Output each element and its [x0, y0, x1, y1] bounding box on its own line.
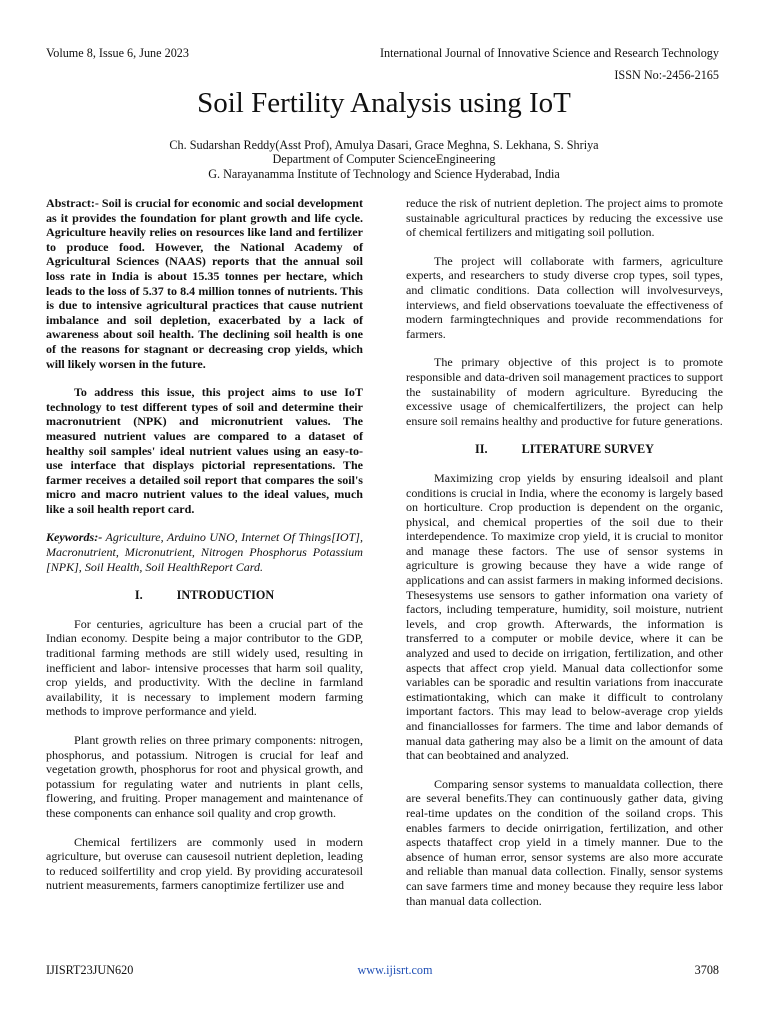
section-heading-literature-survey — [406, 442, 723, 457]
intro-paragraph-4: The project will collaborate with farmers, agriculture experts, and researchers to study diverse crop types, soil types, and climatic conditions. Data collection will involvesurveys, interviews, and field observations toevaluate the effectiveness of modern farmingtechniques and provide recommendations for farmers. — [406, 253, 723, 341]
keywords — [46, 530, 363, 574]
abstract-paragraph-1: Abstract:- Soil is crucial for economic and social development as it provides the foundation for plant growth and life cycle. Agriculture heavily relies on resources like land and fertilizer to produce food. However, the National Academy of Agricultural Sciences (NAAS) reports that the annual soil loss rate in India is about 15.35 tonnes per hectare, which leads to the loss of 5.37 to 8.4 million tonnes of nutrients. This is due to intensive agricultural practices that cause nutrient imbalance and soil depletion, exacerbated by a lack of awareness about soil health. The declining soil health is one of the reasons for stagnant or decreasing crop yields, which will likely worsen in the future. — [46, 196, 363, 371]
paper-id: IJISRT23JUN620 — [46, 963, 134, 977]
section-number: II. — [475, 442, 488, 457]
section-title: INTRODUCTION — [176, 588, 275, 603]
intro-paragraph-1: For centuries, agriculture has been a crucial part of the Indian economy. Despite being a major contributor to the GDP, traditional farming methods are still widely used, resulting in inefficient and labor- intensive processes that harm soil quality, crop yields, and productivity. With the decline in farmland availability, it is necessary to implement modern farming methods to improve performance and yield. — [46, 616, 363, 719]
keywords-label: Keywords:- — [46, 530, 103, 545]
section-heading-introduction — [46, 588, 363, 603]
right-column — [406, 196, 723, 922]
keywords-text: Agriculture, Arduino UNO, Internet Of Things[IOT], Macronutrient, Micronutrient, Nitrogen Phosphorus Potassium [NPK], Soil Health, Soil HealthReport Card. — [46, 530, 363, 574]
issn-number: ISSN No:-2456-2165 — [614, 68, 719, 82]
intro-paragraph-5: The primary objective of this project is to promote responsible and data-driven soil management practices to support the sustainability of modern agriculture. Byreducing the excessive usage of chemicalfertilizers, the project can help ensure soil remains healthy and productive for future generations. — [406, 355, 723, 428]
intro-continued-paragraph: reduce the risk of nutrient depletion. The project aims to promote sustainable agricultural practices by reducing the excessive use of chemical fertilizers and mitigating soil pollution. — [406, 196, 723, 240]
literature-paragraph-2: Comparing sensor systems to manualdata collection, there are several benefits.They can continuously gather data, giving real-time updates on the condition of the soiland crops. This enables farmers to decide onirrigation, fertilization, and other aspects thataffect crop yield in a timely manner. Due to the absence of human error, sensor systems are also more accurate and reliable than manual data collection. Finally, sensor systems can save farmers time and money because they require less labor than manual data collection. — [406, 776, 723, 908]
department: Department of Computer ScienceEngineering — [272, 152, 496, 166]
page-number: 3708 — [694, 963, 719, 977]
author-list: Ch. Sudarshan Reddy(Asst Prof), Amulya Dasari, Grace Meghna, S. Lekhana, S. Shriya — [169, 138, 599, 152]
left-column — [46, 196, 363, 907]
journal-link[interactable]: www.ijisrt.com — [357, 963, 433, 977]
institution: G. Narayanamma Institute of Technology and Science Hyderabad, India — [208, 167, 560, 181]
journal-name: International Journal of Innovative Science and Research Technology — [379, 46, 719, 60]
intro-paragraph-3: Chemical fertilizers are commonly used in modern agriculture, but overuse can causesoil nutrient depletion, leading to reduced soilfertility and crop yield. By providing accuratesoil nutrient measurements, farmers canoptimize fertilizer use and — [46, 834, 363, 893]
section-number: I. — [134, 588, 143, 603]
intro-paragraph-2: Plant growth relies on three primary components: nitrogen, phosphorus, and potassium. Nitrogen is crucial for leaf and vegetation growth, phosphorus for root and physical growth, and potassium for regulating water and nutrients in plant cells, flowering, and fruiting. Proper management and maintenance of these components can enhance soil quality and crop growth. — [46, 733, 363, 820]
abstract-paragraph-2: To address this issue, this project aims to use IoT technology to test different types of soil and determine their macronutrient (NPK) and micronutrient values. The measured nutrient values are compared to a dataset of healthy soil samples' ideal nutrient values using an easy-to-use interface that displays pictorial representations. The farmer receives a detailed soil report that compares the soil's micro and macro nutrient values to the ideal values, much like a soil health report card. — [46, 385, 363, 516]
paper-title: Soil Fertility Analysis using IoT — [197, 87, 571, 119]
volume-issue: Volume 8, Issue 6, June 2023 — [46, 46, 189, 60]
section-title: LITERATURE SURVEY — [521, 442, 654, 457]
literature-paragraph-1: Maximizing crop yields by ensuring idealsoil and plant conditions is crucial in India, where the economy is largely based on horticulture. Crop production is dependent on the organic, physical, and chemical properties of the soil due to their interdependence. To maximize crop yield, it is crucial to monitor and manage these factors. The use of sensor systems in agriculture is growing because they have a wide range of applications and can assist farmers in making informed decisions. Thesesystems use sensors to gather information ona variety of factors, including temperature, humidity, soil moisture, nutrient levels, and crop growth. Afterwards, the information is transferred to a computer or mobile device, where it can be analyzed and used to decide on irrigation, fertilization, and other aspects that affect crop yield. Manual data collectionfor some variables can be sporadic and resultin variations from inaccurate estimationtaking, which can make it difficult to controlany important factors. This may lead to below-average crop yields and financiallosses for farmers. The time and labor demands of manual data gathering may also be a limit on the amount of data that can beobtained and analyzed. — [406, 470, 723, 763]
